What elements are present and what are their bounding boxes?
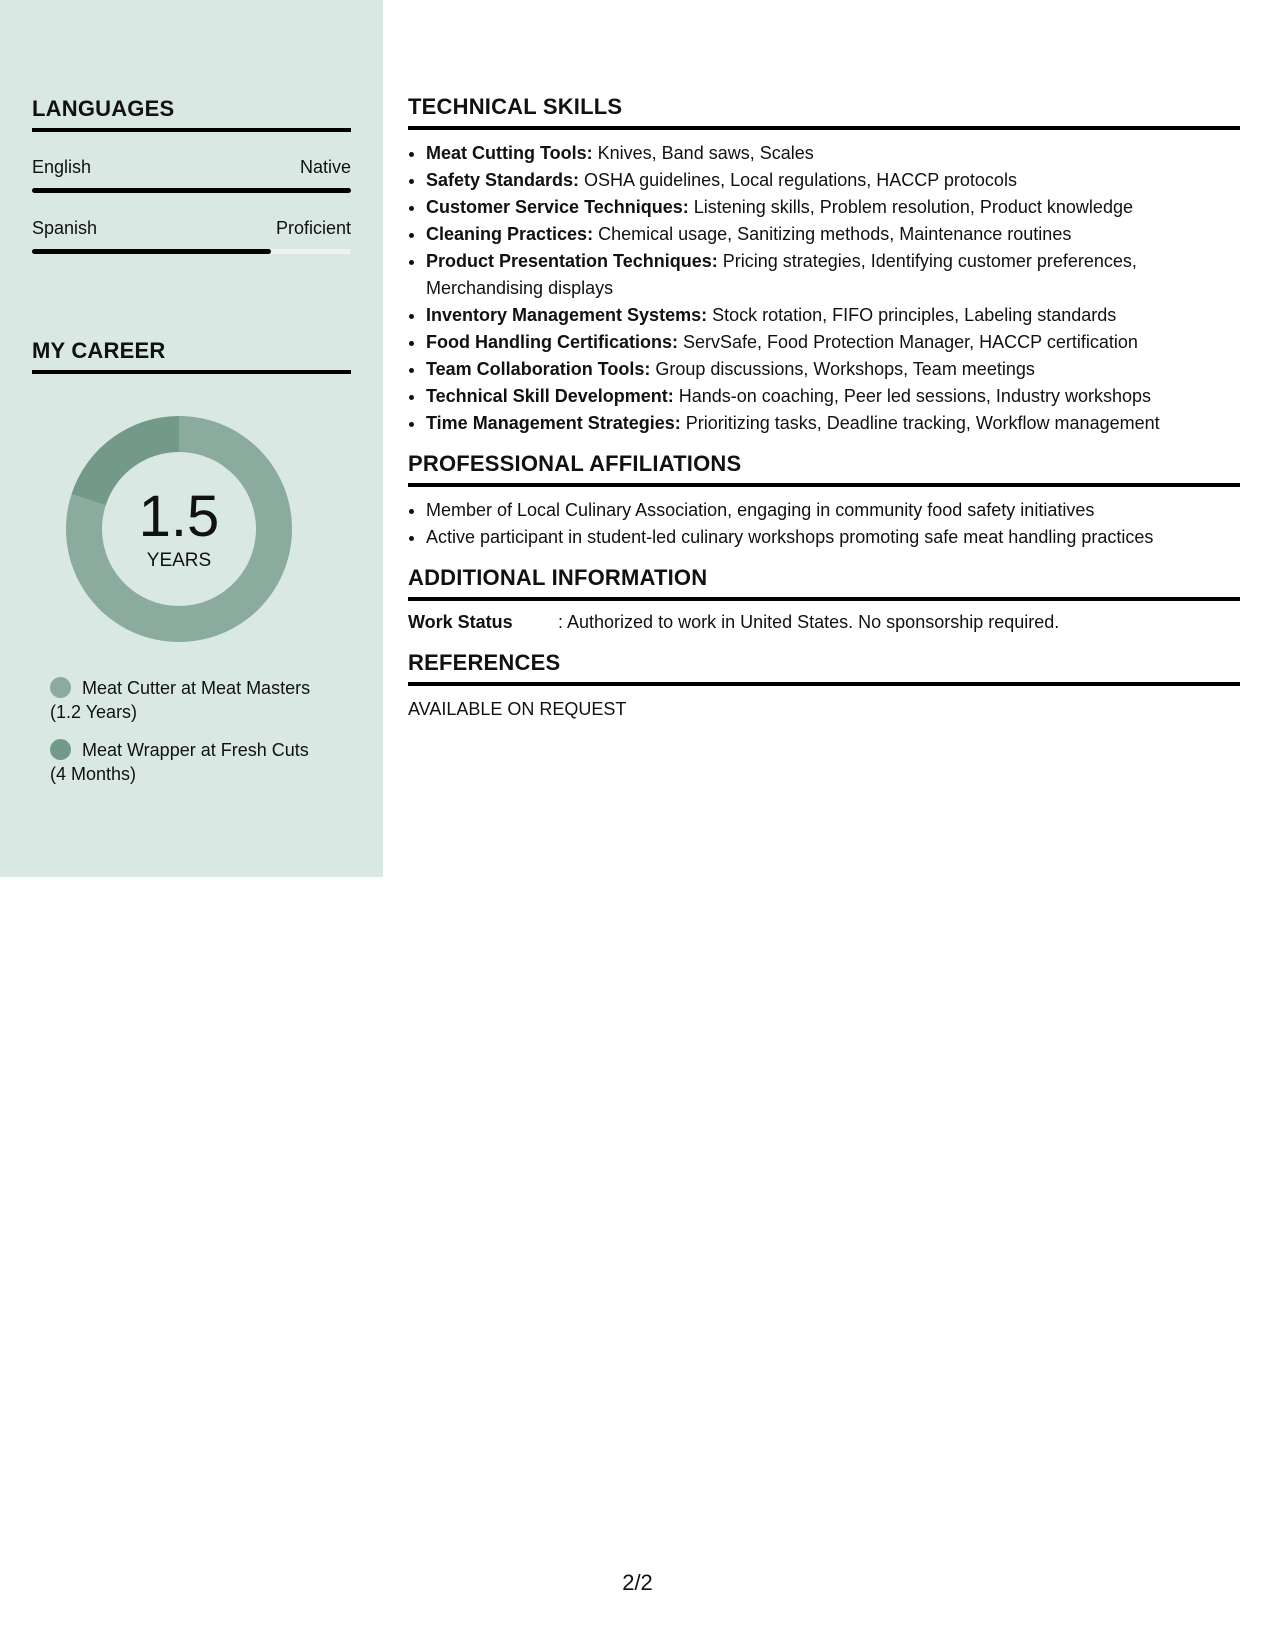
affiliations-list: [408, 497, 1240, 551]
skill-label: Customer Service Techniques:: [426, 197, 689, 217]
skill-text: Chemical usage, Sanitizing methods, Maintenance routines: [593, 224, 1072, 244]
skill-text: Group discussions, Workshops, Team meetings: [650, 359, 1035, 379]
career-item: [50, 738, 350, 786]
page-number: 2/2: [622, 1570, 653, 1595]
language-item: [32, 156, 351, 193]
skill-text: Prioritizing tasks, Deadline tracking, Workflow management: [680, 413, 1160, 433]
list-item: [426, 410, 1240, 437]
skill-label: Inventory Management Systems:: [426, 305, 708, 325]
skill-label: Cleaning Practices:: [426, 224, 594, 244]
additional-info-title: ADDITIONAL INFORMATION: [408, 565, 1240, 601]
references-text: AVAILABLE ON REQUEST: [408, 699, 627, 719]
skill-label: Product Presentation Techniques:: [426, 251, 718, 271]
career-item-label: Meat Cutter at Meat Masters: [82, 678, 311, 698]
language-proficiency-fill: [32, 249, 271, 254]
language-name: English: [32, 157, 92, 177]
list-item: [426, 383, 1240, 410]
work-status-value: : Authorized to work in United States. No sponsorship required.: [558, 612, 1060, 632]
languages-title: LANGUAGES: [32, 96, 351, 132]
references-title: REFERENCES: [408, 650, 1240, 686]
skill-label: Technical Skill Development:: [426, 386, 674, 406]
skill-text: OSHA guidelines, Local regulations, HACCP protocols: [579, 170, 1017, 190]
list-item: • Member of Local Culinary Association, engaging in community food safety initiatives: [426, 497, 1240, 524]
affiliations-section: [408, 451, 1240, 551]
skill-label: Team Collaboration Tools:: [426, 359, 651, 379]
skill-label: Safety Standards:: [426, 170, 580, 190]
legend-dot: [50, 677, 71, 698]
technical-skills-section: [408, 94, 1240, 437]
skill-text: Pricing strategies, Identifying customer preferences, Merchandising displays: [426, 251, 1137, 298]
language-level: Native: [299, 157, 351, 177]
skill-text: Hands-on coaching, Peer led sessions, Industry workshops: [673, 386, 1151, 406]
skill-text: ServSafe, Food Protection Manager, HACCP certification: [678, 332, 1138, 352]
technical-skills-title: TECHNICAL SKILLS: [408, 94, 1240, 130]
affiliations-title: PROFESSIONAL AFFILIATIONS: [408, 451, 1240, 487]
skill-text: Stock rotation, FIFO principles, Labeling standards: [707, 305, 1117, 325]
list-item: • Active participant in student-led culinary workshops promoting safe meat handling practices: [426, 524, 1240, 551]
main-content: [408, 94, 1240, 737]
career-item-duration: (4 Months): [50, 764, 137, 784]
list-item: [426, 356, 1240, 383]
career-donut: [66, 416, 292, 642]
career-unit: YEARS: [146, 550, 212, 571]
technical-skills-list: [408, 140, 1240, 437]
languages-section: [32, 96, 351, 254]
work-status-row: [408, 609, 1240, 636]
skill-label: Meat Cutting Tools:: [426, 143, 593, 163]
list-item: [426, 221, 1240, 248]
skill-label: Food Handling Certifications:: [426, 332, 678, 352]
list-item: [426, 167, 1240, 194]
language-item: [32, 217, 351, 254]
skill-text: Knives, Band saws, Scales: [592, 143, 814, 163]
references-section: [408, 650, 1240, 723]
career-item-label: Meat Wrapper at Fresh Cuts: [82, 740, 309, 760]
language-proficiency-bar: [32, 249, 351, 254]
skill-label: Time Management Strategies:: [426, 413, 681, 433]
career-legend: [50, 676, 350, 800]
language-proficiency-fill: [32, 188, 351, 193]
list-item: [426, 329, 1240, 356]
work-status-label: Work Status: [408, 612, 513, 632]
career-item-duration: (1.2 Years): [50, 702, 138, 722]
list-item: [426, 140, 1240, 167]
sidebar: [0, 0, 383, 877]
language-name: Spanish: [32, 218, 98, 238]
list-item: [426, 302, 1240, 329]
career-title: MY CAREER: [32, 338, 351, 374]
legend-dot: [50, 739, 71, 760]
career-total: 1.5: [138, 484, 220, 549]
additional-info-section: [408, 565, 1240, 636]
language-proficiency-bar: [32, 188, 351, 193]
list-item: [426, 194, 1240, 221]
career-section: [32, 338, 351, 374]
language-level: Proficient: [275, 218, 351, 238]
skill-text: Listening skills, Problem resolution, Product knowledge: [688, 197, 1133, 217]
career-item: [50, 676, 350, 724]
list-item: [426, 248, 1240, 302]
